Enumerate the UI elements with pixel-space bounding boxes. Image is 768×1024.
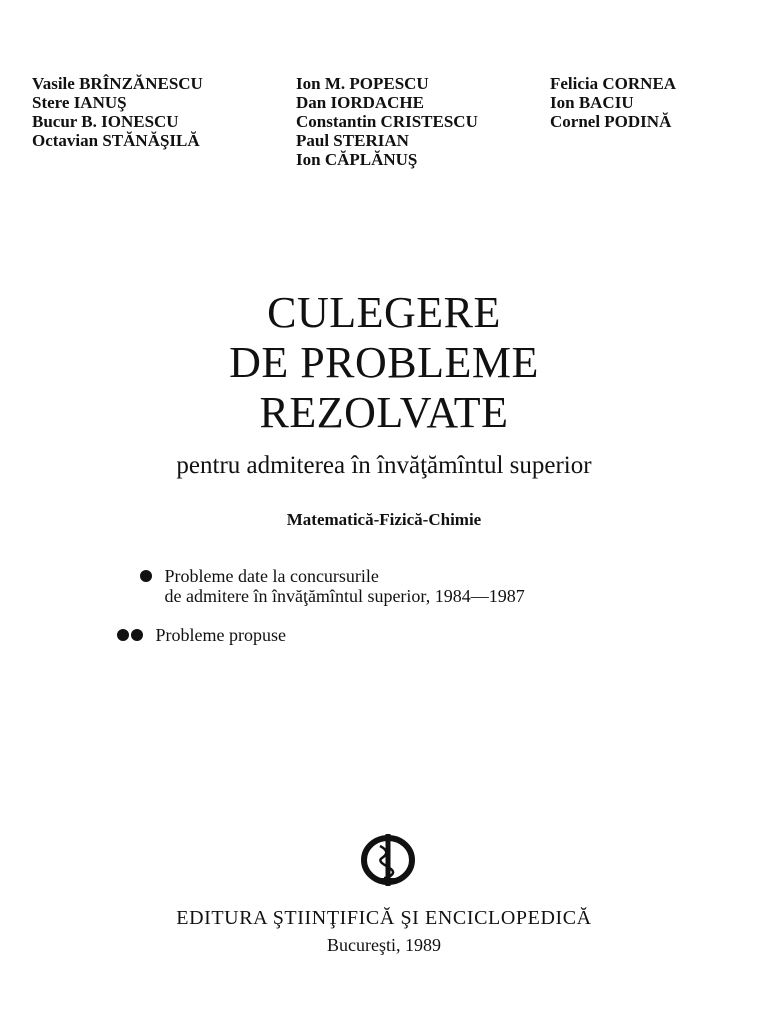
title-line: REZOLVATE [259,388,509,437]
section-item-problems-proposed [117,625,677,645]
author-name: Felicia CORNEA [550,74,677,93]
section-item-problems-given [140,566,700,606]
publisher-logo-svg [358,832,418,888]
author-name: Cornel PODINĂ [550,112,672,131]
author-name: Dan IORDACHE [296,93,424,112]
title-line: CULEGERE [267,288,501,337]
author-name: Ion BACIU [550,93,634,112]
author-name: Ion M. POPESCU [296,74,429,93]
subjects-line: Matematică-Fizică-Chimie [286,510,482,529]
book-subtitle: pentru admiterea în învăţămîntul superior [176,452,592,479]
author-name: Bucur B. IONESCU [32,112,179,131]
authors-column-3 [550,74,676,131]
publisher-logo-icon [358,832,418,888]
bullet-icon [131,629,143,641]
section-text [165,566,525,606]
publisher-name: EDITURA ŞTIINŢIFICĂ ŞI ENCICLOPEDICĂ [176,907,592,929]
section-bullets [140,566,154,586]
author-name: Octavian STĂNĂŞILĂ [32,131,200,150]
author-name: Ion CĂPLĂNUŞ [296,150,418,169]
section-bullets [117,625,145,645]
author-name: Stere IANUŞ [32,93,127,112]
bullet-icon [140,570,152,582]
section-line: Probleme date la concursurile [164,566,379,586]
bullet-icon [117,629,129,641]
publisher-city-year: Bucureşti, 1989 [327,935,441,955]
title-line: DE PROBLEME [229,338,539,387]
authors-column-2 [296,74,478,169]
book-title [0,288,768,438]
section-line: Probleme propuse [155,625,286,645]
section-line: de admitere în învăţămîntul superior, 1984—1987 [164,586,525,606]
publisher-block [0,906,768,956]
authors-block [32,74,732,184]
author-name: Vasile BRÎNZĂNESCU [32,74,203,93]
author-name: Paul STERIAN [296,131,409,150]
section-text [156,625,286,645]
authors-column-1 [32,74,203,150]
author-name: Constantin CRISTESCU [296,112,478,131]
